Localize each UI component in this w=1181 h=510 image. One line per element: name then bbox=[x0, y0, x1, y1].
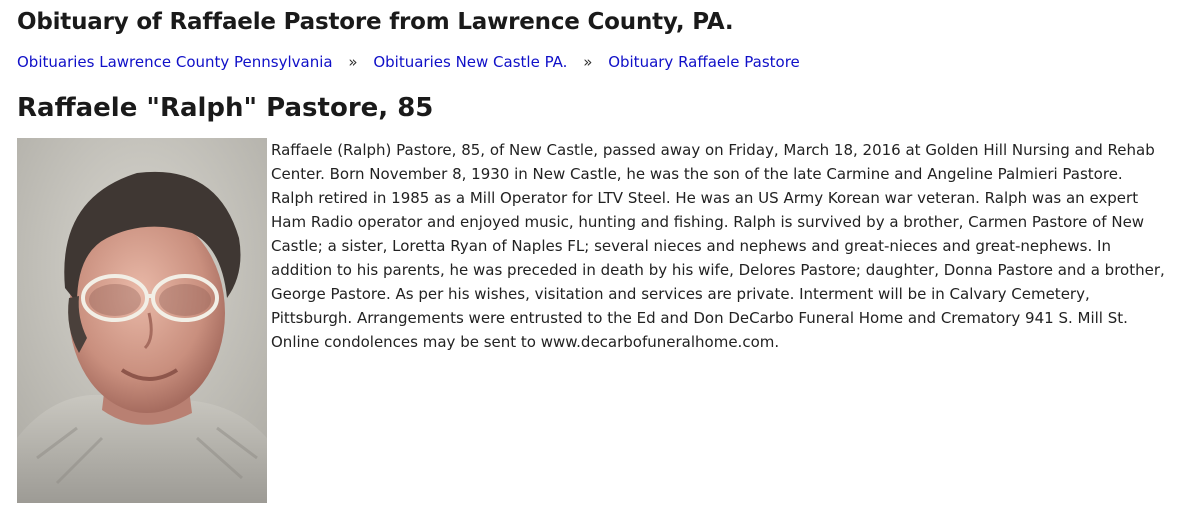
obituary-text: Raffaele (Ralph) Pastore, 85, of New Castle, passed away on Friday, March 18, 2016 at Golden Hill Nursing and Rehab Center. Born November 8, 1930 in New Castle, he was the son of the late Carmine and Angeline Palmieri Pastore. Ralph retired in 1985 as a Mill Operator for LTV Steel. He was an US Army Korean war veteran. Ralph was an expert Ham Radio operator and enjoyed music, hunting and fishing. Ralph is survived by a brother, Carmen Pastore of New Castle; a sister, Loretta Ryan of Naples FL; several nieces and nephews and great-nieces and great-nephews. In addition to his parents, he was preceded in death by his wife, Delores Pastore; daughter, Donna Pastore and a brother, George Pastore. As per his wishes, visitation and services are private. Interment will be in Calvary Cemetery, Pittsburgh. Arrangements were entrusted to the Ed and Don DeCarbo Funeral Home and Crematory 941 S. Mill St. Online condolences may be sent to www.decarbofuneralhome.com. bbox=[271, 141, 1165, 351]
obituary-photo bbox=[17, 138, 267, 503]
breadcrumb-link-obituary[interactable]: Obituary Raffaele Pastore bbox=[608, 53, 800, 71]
portrait-image bbox=[17, 138, 267, 503]
page-title: Obituary of Raffaele Pastore from Lawrence County, PA. bbox=[17, 9, 734, 35]
obituary-heading: Raffaele "Ralph" Pastore, 85 bbox=[17, 93, 434, 123]
breadcrumb bbox=[17, 53, 800, 71]
breadcrumb-link-new-castle[interactable]: Obituaries New Castle PA. bbox=[373, 53, 568, 71]
breadcrumb-link-lawrence-county[interactable]: Obituaries Lawrence County Pennsylvania bbox=[17, 53, 333, 71]
breadcrumb-separator: » bbox=[583, 53, 593, 71]
breadcrumb-separator: » bbox=[348, 53, 358, 71]
